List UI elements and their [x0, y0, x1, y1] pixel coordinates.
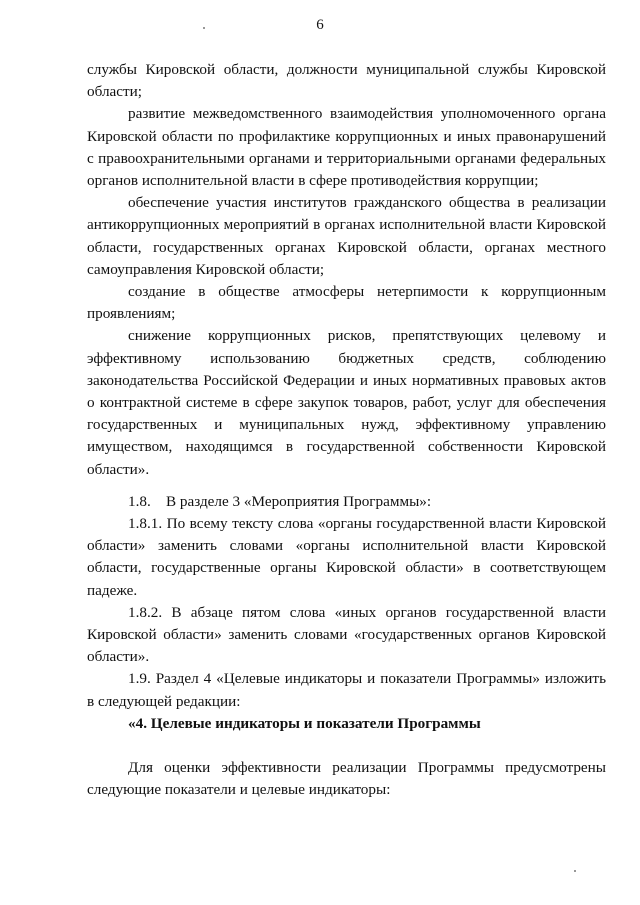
scan-speck — [574, 870, 576, 872]
scan-speck — [203, 27, 205, 29]
clause-1-8-1: 1.8.1. По всему тексту слова «органы государственной власти Кировской области» заменить словами «органы исполнительной власти Кировской области, государственные органы Кировской области» в соответствующем падеже. — [87, 515, 606, 599]
paragraph-risk-reduction: снижение коррупционных рисков, препятствующих целевому и эффективному использованию бюджетных средств, соблюдению законодательства Российской Федерации и иных нормативных правовых актов о контрактной системе в сфере закупок товаров, работ, услуг для обеспечения государственных и муниципальных нужд, эффективному управлению имуществом, находящимся в государственной собственности Кировской области». — [87, 327, 606, 478]
paragraph-interagency: развитие межведомственного взаимодействия уполномоченного органа Кировской области по профилактике коррупционных и иных правонарушений с правоохранительными органами и территориальными органами федеральных органов исполнительной власти в сфере противодействия коррупции; — [87, 105, 606, 190]
clause-1-8-2: 1.8.2. В абзаце пятом слова «иных органов государственной власти Кировской области» заменить словами «государственных органов Кировской области». — [87, 603, 606, 666]
clause-1-8: 1.8. В разделе 3 «Мероприятия Программы»: — [128, 492, 432, 510]
clause-1-9: 1.9. Раздел 4 «Целевые индикаторы и показатели Программы» изложить в следующей редакции: — [87, 670, 606, 710]
section-4-heading: «4. Целевые индикаторы и показатели Программы — [128, 714, 481, 732]
document-body — [87, 59, 606, 802]
paragraph-civil-society: обеспечение участия институтов гражданского общества в реализации антикоррупционных мероприятий в органах исполнительной власти Кировской области, государственных органах Кировской области, органах местного самоуправления Кировской области; — [87, 194, 606, 278]
paragraph-intolerance: создание в обществе атмосферы нетерпимости к коррупционным проявлениям; — [87, 283, 606, 323]
paragraph-continuation: службы Кировской области, должности муниципальной службы Кировской области; — [87, 61, 606, 101]
page-number: 6 — [316, 17, 324, 33]
paragraph-evaluation: Для оценки эффективности реализации Программы предусмотрены следующие показатели и целевые индикаторы: — [87, 759, 606, 799]
